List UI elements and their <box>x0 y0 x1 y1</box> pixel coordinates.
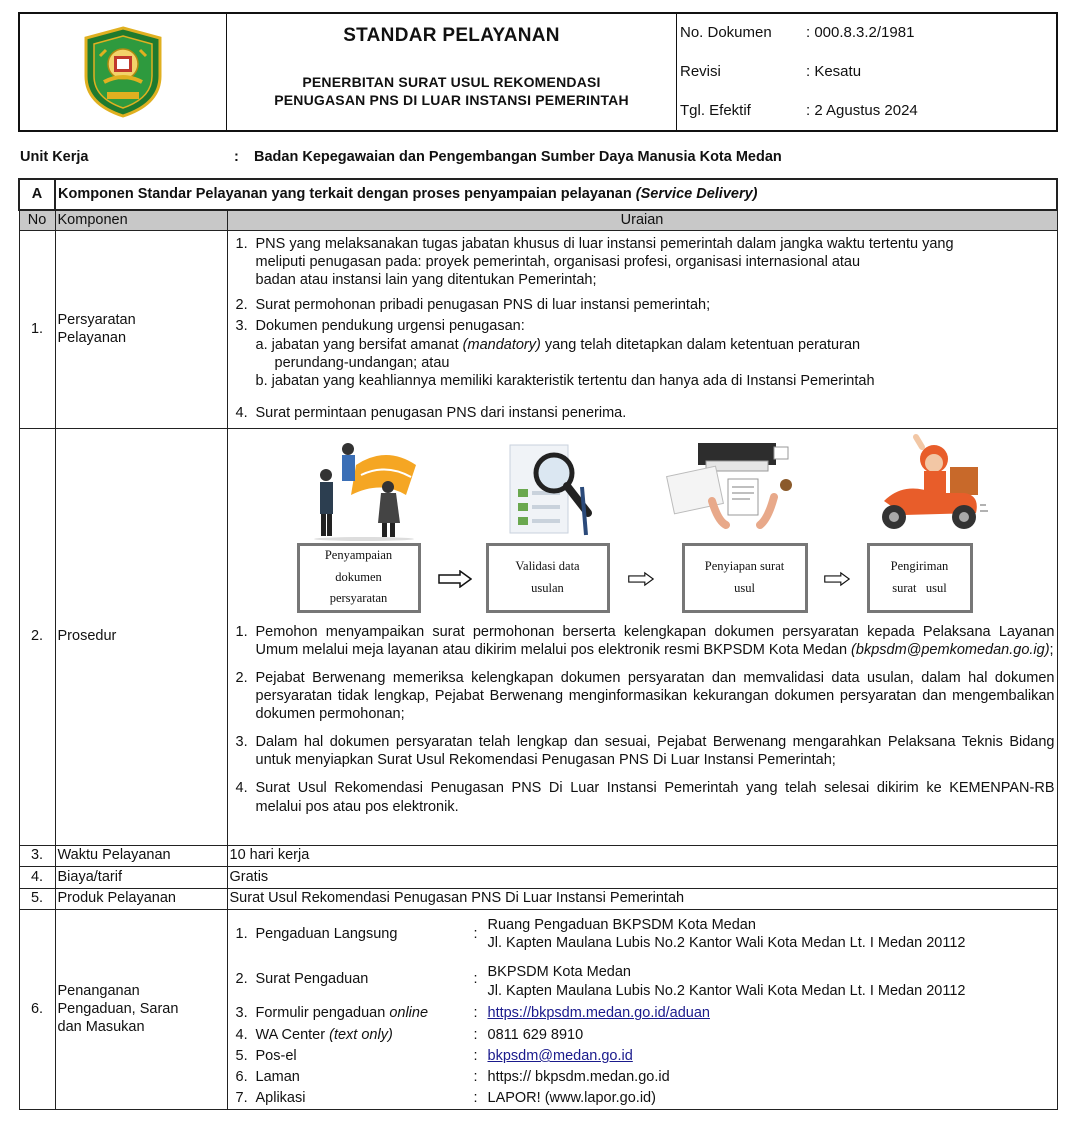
item-number: 1. <box>235 235 248 252</box>
arrow-right-icon <box>438 570 472 588</box>
meta-label: Tgl. Efektif <box>680 102 751 120</box>
meta-value: : Kesatu <box>806 63 862 81</box>
section-title-text: Komponen Standar Pelayanan yang terkait dengan proses penyampaian pelayanan <box>58 186 636 203</box>
item-number: 3. <box>235 734 248 751</box>
contact-row-aplikasi <box>230 1089 1055 1109</box>
document-header <box>18 12 1058 132</box>
contact-row-laman <box>230 1067 1055 1089</box>
section-a-row <box>19 179 1057 210</box>
item-number: 4. <box>235 404 248 421</box>
contact-value-line: Jl. Kapten Maulana Lubis No.2 Kantor Wali Kota Medan Lt. I Medan 20112 <box>487 982 966 999</box>
table-row-produk <box>19 888 1057 909</box>
meta-label: No. Dokumen <box>680 24 772 42</box>
komponen-line: Penanganan <box>57 982 140 999</box>
table-header-row <box>19 210 1057 230</box>
contact-value <box>488 912 1055 957</box>
row-number: 2. <box>19 428 55 845</box>
contact-label: Pengaduan Langsung <box>255 925 398 942</box>
row-number: 1. <box>19 230 55 428</box>
meta-value: : 2 Agustus 2024 <box>806 102 918 120</box>
uraian-waktu: 10 hari kerja <box>227 845 1057 866</box>
sub-text: a. jabatan yang bersifat amanat <box>255 336 463 353</box>
contact-number: 7. <box>235 1090 248 1107</box>
contact-number: 5. <box>235 1047 248 1064</box>
komponen-line: Pelayanan <box>57 330 127 346</box>
item-text: Pejabat Berwenang memeriksa kelengkapan dokumen persyaratan dan memvalidasi data usulan, dalam hal dokumen persyaratan tidak lengkap, Pejabat Berwenang menginformasikan kekurangan dokumen persyaratan dan mengembalikan dokumen permohonan; <box>255 669 1055 722</box>
uraian-persyaratan <box>227 230 1057 428</box>
section-title-italic: (Service Delivery) <box>635 186 758 203</box>
flow-box-text: persyaratan <box>329 591 388 606</box>
item-number: 2. <box>235 297 248 314</box>
arrow-right-icon <box>628 570 654 588</box>
contact-colon: : <box>473 1047 478 1064</box>
sub-text-italic: (mandatory) <box>462 336 541 353</box>
process-flow-diagram <box>230 429 1055 617</box>
item-text: ; <box>1049 641 1054 658</box>
komponen-produk: Produk Pelayanan <box>55 888 227 909</box>
list-item <box>230 779 1055 815</box>
contact-colon: : <box>473 971 478 988</box>
flow-box-text: usulan <box>531 580 564 595</box>
komponen-pengaduan <box>55 909 227 1109</box>
flow-box-validasi <box>486 543 610 613</box>
people-service-illustration <box>306 435 426 541</box>
contact-row-wa <box>230 1025 1055 1046</box>
header-title-cell <box>227 14 677 130</box>
aduan-link[interactable]: https://bkpsdm.medan.go.id/aduan <box>487 1005 710 1022</box>
list-item <box>230 317 1055 390</box>
item-line: badan atau instansi lain yang ditentukan Pemerintah; <box>255 272 597 289</box>
flow-box-text: surat usul <box>892 580 947 595</box>
kota-medan-logo-icon <box>80 26 166 118</box>
courier-scooter-illustration <box>864 431 988 535</box>
contact-label: Surat Pengaduan <box>255 971 369 988</box>
item-number: 3. <box>235 318 248 335</box>
contact-value-line: Ruang Pengaduan BKPSDM Kota Medan <box>487 916 756 933</box>
komponen-line: Pengaduan, Saran <box>57 1000 179 1017</box>
flow-box-text: usul <box>734 580 755 595</box>
table-row-prosedur <box>19 428 1057 845</box>
contact-label: Laman <box>255 1069 300 1086</box>
contact-list <box>230 912 1055 1109</box>
contact-colon: : <box>473 1005 478 1022</box>
komponen-prosedur: Prosedur <box>55 428 227 845</box>
email-link[interactable]: bkpsdm@medan.go.id <box>487 1047 633 1064</box>
item-text: Surat Usul Rekomendasi Penugasan PNS Di Luar Instansi Pemerintah yang telah selesai dikirim ke KEMENPAN-RB melalui pos atau pos elektronik. <box>255 780 1055 815</box>
page-subtitle <box>227 74 676 110</box>
contact-label <box>256 1025 474 1046</box>
flow-box-penyiapan <box>682 543 808 613</box>
list-item <box>230 296 1055 314</box>
item-text-italic: (bkpsdm@pemkomedan.go.ig) <box>851 641 1050 658</box>
validation-magnifier-illustration <box>502 439 598 541</box>
contact-value: LAPOR! (www.lapor.go.id) <box>487 1090 656 1107</box>
contact-number: 6. <box>235 1069 248 1086</box>
contact-value: https:// bkpsdm.medan.go.id <box>487 1069 670 1086</box>
komponen-waktu: Waktu Pelayanan <box>55 845 227 866</box>
item-line: meliputi penugasan pada: proyek pemerintah, organisasi profesi, organisasi internasional atau <box>255 254 861 271</box>
prosedur-steps <box>230 623 1055 816</box>
list-item <box>230 235 1055 289</box>
contact-label <box>256 1003 474 1025</box>
meta-row-document-number <box>680 14 1056 53</box>
flow-box-text: dokumen <box>335 569 382 584</box>
unit-kerja-line <box>20 148 1060 166</box>
subtitle-line-2: PENUGASAN PNS DI LUAR INSTANSI PEMERINTAH <box>274 91 629 108</box>
contact-label: Pos-el <box>255 1047 297 1064</box>
header-no: No <box>19 210 55 230</box>
service-standard-table <box>18 178 1058 1110</box>
flow-box-text: Validasi data <box>515 558 580 573</box>
contact-row-posel <box>230 1046 1055 1067</box>
komponen-line: dan Masukan <box>57 1019 145 1036</box>
meta-value: : 000.8.3.2/1981 <box>806 24 915 42</box>
unit-kerja-colon: : <box>234 149 239 165</box>
contact-label-italic: online <box>389 1005 429 1022</box>
uraian-produk: Surat Usul Rekomendasi Penugasan PNS Di Luar Instansi Pemerintah <box>227 888 1057 909</box>
komponen-line: Persyaratan <box>57 311 136 328</box>
table-row-persyaratan <box>19 230 1057 428</box>
row-number: 5. <box>19 888 55 909</box>
item-text: Pemohon menyampaikan surat permohonan berserta kelengkapan dokumen persyaratan kepada Pelaksana Layanan Umum melalui meja layanan atau dikirim melalui pos elektronik resmi BKPSDM Kota Medan <box>255 623 1055 658</box>
contact-colon: : <box>473 1026 478 1043</box>
uraian-biaya: Gratis <box>227 866 1057 888</box>
list-item <box>230 733 1055 769</box>
item-text: Surat permohonan pribadi penugasan PNS di luar instansi pemerintah; <box>255 297 711 314</box>
document-meta <box>677 14 1056 130</box>
flow-box-text: Penyampaian <box>324 547 393 562</box>
table-row-pengaduan <box>19 909 1057 1109</box>
item-number: 4. <box>235 780 248 797</box>
table-row-biaya <box>19 866 1057 888</box>
contact-row-surat <box>230 957 1055 1003</box>
item-number: 1. <box>235 623 248 640</box>
flow-box-penyampaian <box>297 543 421 613</box>
header-komponen: Komponen <box>55 210 227 230</box>
contact-colon: : <box>473 925 478 942</box>
contact-number: 2. <box>235 971 248 988</box>
contact-value-line: Jl. Kapten Maulana Lubis No.2 Kantor Wali Kota Medan Lt. I Medan 20112 <box>487 935 966 951</box>
section-title <box>55 179 1057 210</box>
section-letter: A <box>19 179 55 210</box>
sub-text: yang telah ditetapkan dalam ketentuan peraturan <box>540 336 861 353</box>
item-text: Dokumen pendukung urgensi penugasan: <box>255 318 525 335</box>
flow-box-text: Pengiriman <box>890 558 949 573</box>
row-number: 3. <box>19 845 55 866</box>
flow-box-pengiriman <box>867 543 973 613</box>
komponen-persyaratan <box>55 230 227 428</box>
contact-value: 0811 629 8910 <box>487 1026 584 1043</box>
flow-box-text: Penyiapan surat <box>704 558 785 573</box>
prepare-letter-illustration <box>662 441 798 531</box>
sub-text: perundang-undangan; atau <box>274 354 450 371</box>
komponen-biaya: Biaya/tarif <box>55 866 227 888</box>
item-line: PNS yang melaksanakan tugas jabatan khusus di luar instansi pemerintah dalam jangka waktu tertentu yang <box>255 235 954 252</box>
uraian-prosedur <box>227 428 1057 845</box>
meta-row-effective-date <box>680 92 1056 131</box>
contact-label-text: WA Center <box>255 1026 330 1043</box>
list-item <box>230 623 1055 659</box>
list-item <box>230 404 1055 422</box>
arrow-right-icon <box>824 570 850 588</box>
list-item <box>230 669 1055 723</box>
header-uraian: Uraian <box>227 210 1057 230</box>
contact-row-langsung <box>230 912 1055 957</box>
contact-label-text: Formulir pengaduan <box>255 1005 390 1022</box>
contact-value <box>488 957 1055 1003</box>
unit-kerja-label: Unit Kerja <box>20 149 89 165</box>
unit-kerja-value: Badan Kepegawaian dan Pengembangan Sumber Daya Manusia Kota Medan <box>254 149 782 165</box>
item-text: Dalam hal dokumen persyaratan telah lengkap dan sesuai, Pejabat Berwenang mengarahkan Pelaksana Teknis Bidang untuk menyiapkan Surat Usul Rekomendasi Penugasan PNS Di Luar Instansi Pemerintah; <box>255 734 1055 769</box>
contact-label-italic: (text only) <box>329 1026 393 1043</box>
item-number: 2. <box>235 669 248 686</box>
subtitle-line-1: PENERBITAN SURAT USUL REKOMENDASI <box>302 73 601 90</box>
contact-colon: : <box>473 1090 478 1107</box>
row-number: 6. <box>19 909 55 1109</box>
contact-number: 3. <box>235 1005 248 1022</box>
contact-number: 1. <box>235 925 248 942</box>
logo-cell <box>20 14 227 130</box>
sub-item-a <box>256 336 1055 354</box>
item-text: Surat permintaan penugasan PNS dari instansi penerima. <box>255 404 627 421</box>
table-row-waktu <box>19 845 1057 866</box>
row-number: 4. <box>19 866 55 888</box>
contact-colon: : <box>473 1069 478 1086</box>
meta-row-revision <box>680 53 1056 92</box>
meta-label: Revisi <box>680 63 721 81</box>
contact-row-formulir <box>230 1003 1055 1025</box>
contact-label: Aplikasi <box>255 1090 306 1107</box>
uraian-pengaduan <box>227 909 1057 1109</box>
sub-item-b: b. jabatan yang keahliannya memiliki karakteristik tertentu dan hanya ada di Instansi Pemerintah <box>255 372 875 389</box>
page-title: STANDAR PELAYANAN <box>343 25 560 46</box>
contact-number: 4. <box>235 1026 248 1043</box>
contact-value-line: BKPSDM Kota Medan <box>487 964 631 981</box>
